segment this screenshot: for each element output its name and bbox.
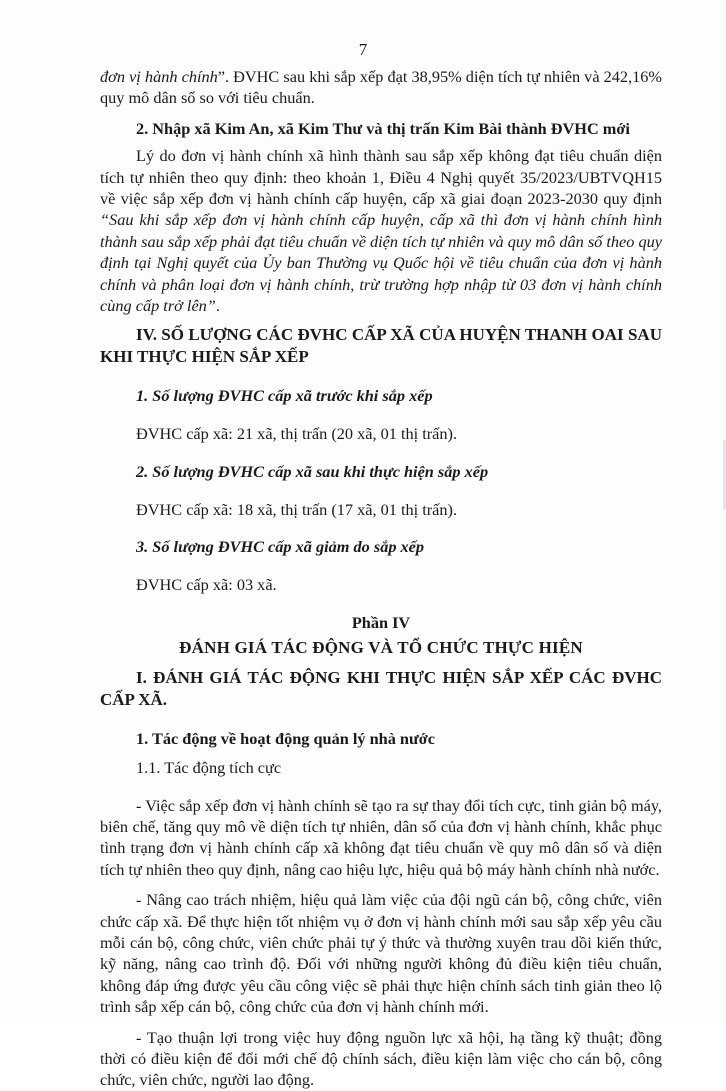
text-fragment: .: [215, 296, 220, 316]
bullet-paragraph-3: - Tạo thuận lợi trong việc huy động nguồn lực xã hội, hạ tầng kỹ thuật; đồng thời có điều kiện để đổi mới chế độ chính sách, điều kiện làm việc cho cán bộ, công chức, viên chức, người lao động.: [100, 1027, 662, 1090]
paragraph-reason: [100, 145, 662, 316]
subsubheading-1-1: 1.1. Tác động tích cực: [136, 757, 282, 777]
paragraph-continuation: [100, 66, 662, 109]
subheading-iv-3: 3. Số lượng ĐVHC cấp xã giảm do sắp xếp: [136, 537, 425, 557]
bullet-paragraph-2: - Nâng cao trách nhiệm, hiệu quả làm việc của đội ngũ cán bộ, công chức, viên chức cấp xã. Để thực hiện tốt nhiệm vụ ở đơn vị hành chính mới sau sắp xếp yêu cầu mỗi cán bộ, công chức, viên chức phải tự ý thức và thường xuyên trau dồi kiến thức, kỹ năng, nâng cao trình độ. Đối với những người không đủ điều kiện tiêu chuẩn, không đáp ứng được yêu cầu công việc sẽ phải thực hiện chính sách tinh giản theo lộ trình sắp xếp cán bộ, công chức của đơn vị hành chính mới.: [100, 890, 662, 1017]
top-edge-mark: [300, 0, 420, 8]
text-fragment: ”. ĐVHC sau khi sắp xếp đạt 38,95% diện tích tự nhiên và 242,16% quy mô dân số so với tiêu chuẩn.: [100, 67, 662, 108]
bullet-paragraph-1: - Việc sắp xếp đơn vị hành chính sẽ tạo ra sự thay đổi tích cực, tinh giản bộ máy, biên chế, tăng quy mô về diện tích tự nhiên, dân số của đơn vị hành chính, khắc phục tình trạng đơn vị hành chính cấp xã không đạt tiêu chuẩn về quy mô dân số và diện tích tự nhiên theo quy định, nâng cao hiệu lực, hiệu quả bộ máy hành chính nhà nước.: [100, 795, 662, 879]
part-title: ĐÁNH GIÁ TÁC ĐỘNG VÀ TỔ CHỨC THỰC HIỆN: [179, 638, 583, 658]
section-heading-i: I. ĐÁNH GIÁ TÁC ĐỘNG KHI THỰC HIỆN SẮP XẾP CÁC ĐVHC CẤP XÃ.: [100, 667, 662, 709]
section-heading-iv: IV. SỐ LƯỢNG CÁC ĐVHC CẤP XÃ CỦA HUYỆN THANH OAI SAU KHI THỰC HIỆN SẮP XẾP: [100, 325, 662, 367]
text-iv-2: ĐVHC cấp xã: 18 xã, thị trấn (17 xã, 01 thị trấn).: [136, 499, 458, 519]
subheading-merge: 2. Nhập xã Kim An, xã Kim Thư và thị trấn Kim Bài thành ĐVHC mới: [136, 118, 630, 138]
italic-quote: “Sau khi sắp xếp đơn vị hành chính cấp huyện, cấp xã thì đơn vị hành chính hình thành sau sắp xếp phải đạt tiêu chuẩn về diện tích tự nhiên và quy mô dân số theo quy định tại Nghị quyết của Ủy ban Thường vụ Quốc hội về tiêu chuẩn của đơn vị hành chính và phân loại đơn vị hành chính, trừ trường hợp nhập từ 03 đơn vị hành chính cùng cấp trở lên”: [100, 210, 662, 316]
document-body: [100, 66, 662, 1091]
page-number: 7: [358, 40, 368, 59]
italic-fragment: đơn vị hành chính: [100, 67, 218, 86]
text-fragment: Lý do đơn vị hành chính xã hình thành sau sắp xếp không đạt tiêu chuẩn diện tích tự nhiên theo quy định: theo khoản 1, Điều 4 Nghị quyết 35/2023/UBTVQH15 về việc sắp xếp đơn vị hành chính cấp huyện, cấp xã giai đoạn 2023-2030 quy định: [100, 146, 662, 209]
subheading-iv-2: 2. Số lượng ĐVHC cấp xã sau khi thực hiện sắp xếp: [136, 461, 489, 481]
subheading-i-1: 1. Tác động về hoạt động quản lý nhà nước: [136, 728, 435, 748]
subheading-iv-1: 1. Số lượng ĐVHC cấp xã trước khi sắp xếp: [136, 386, 433, 406]
text-iv-1: ĐVHC cấp xã: 21 xã, thị trấn (20 xã, 01 thị trấn).: [136, 424, 458, 444]
text-iv-3: ĐVHC cấp xã: 03 xã.: [136, 574, 277, 594]
part-label: Phần IV: [351, 612, 411, 632]
